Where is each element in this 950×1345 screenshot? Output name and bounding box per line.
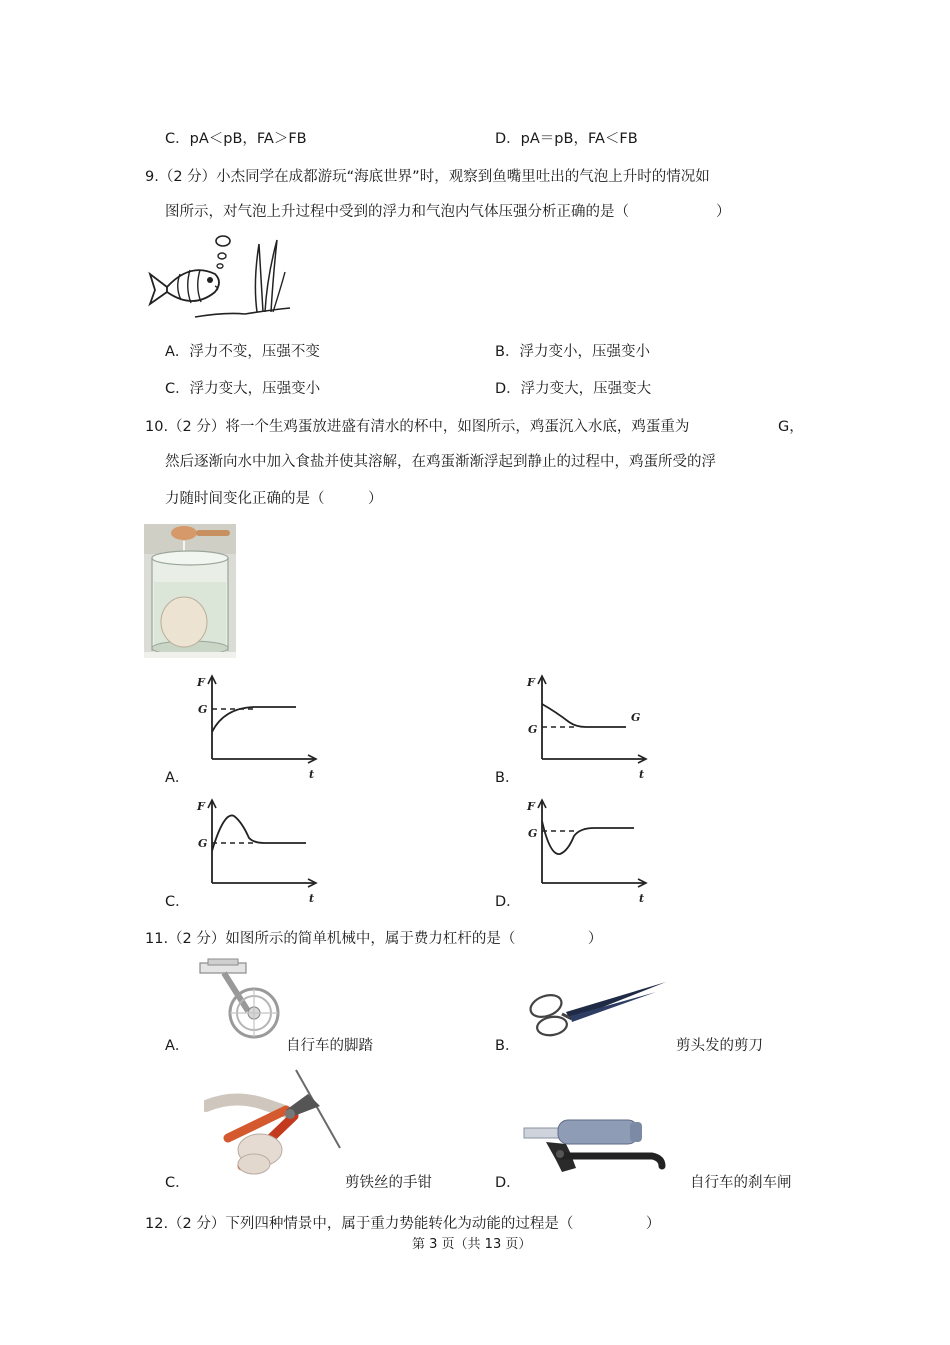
graph-b-g-label-right: G bbox=[631, 711, 641, 724]
graph-d-t-label: t bbox=[639, 892, 645, 905]
graph-b-g-label: G bbox=[528, 723, 538, 736]
q10-option-c: C． bbox=[165, 894, 190, 910]
q11-caption-d: 自行车的刹车闸 bbox=[690, 1175, 792, 1191]
hair-scissors-figure bbox=[526, 978, 668, 1042]
q11-caption-b: 剪头发的剪刀 bbox=[676, 1038, 763, 1054]
q9-option-c: C．浮力变大，压强变小 bbox=[165, 381, 321, 397]
q8-option-c: C．pA＜pB，FA＞FB bbox=[165, 131, 307, 147]
graph-d-g-label: G bbox=[528, 827, 538, 840]
q11-option-d: D． bbox=[495, 1175, 521, 1191]
q12-stem-line1: 12.（2 分）下列四种情景中，属于重力势能转化为动能的过程是（ ） bbox=[145, 1216, 661, 1232]
graph-a-g-label: G bbox=[198, 703, 208, 716]
page-footer: 第 3 页（共 13 页） bbox=[412, 1237, 532, 1252]
q9-option-d: D．浮力变大，压强变大 bbox=[495, 381, 652, 397]
egg-in-glass-photo bbox=[144, 524, 236, 658]
q10-stem-line2: 然后逐渐向水中加入食盐并使其溶解，在鸡蛋渐渐浮起到静止的过程中，鸡蛋所受的浮 bbox=[165, 454, 716, 470]
graph-a-f-label: F bbox=[197, 676, 205, 689]
graph-b-f-label: F bbox=[527, 676, 535, 689]
graph-c-g-label: G bbox=[198, 837, 208, 850]
q10-option-d: D． bbox=[495, 894, 521, 910]
q11-option-c: C． bbox=[165, 1175, 190, 1191]
q11-caption-a: 自行车的脚踏 bbox=[286, 1038, 373, 1054]
q11-option-a: A． bbox=[165, 1038, 190, 1054]
graph-c-f-label: F bbox=[197, 800, 205, 813]
graph-a bbox=[194, 672, 324, 782]
q11-option-b: B． bbox=[495, 1038, 520, 1054]
q9-option-a: A．浮力不变，压强不变 bbox=[165, 344, 320, 360]
q11-stem-line1: 11.（2 分）如图所示的简单机械中，属于费力杠杆的是（ ） bbox=[145, 931, 603, 947]
q10-option-a: A． bbox=[165, 770, 190, 786]
q9-stem-line2: 图所示，对气泡上升过程中受到的浮力和气泡内气体压强分析正确的是（ ） bbox=[165, 204, 731, 220]
graph-b-t-label: t bbox=[639, 768, 645, 781]
fish-bubbles-figure bbox=[145, 232, 295, 324]
graph-c bbox=[194, 796, 324, 906]
graph-b bbox=[524, 672, 654, 782]
graph-c-t-label: t bbox=[309, 892, 315, 905]
q9-stem-line1: 9.（2 分）小杰同学在成都游玩“海底世界”时，观察到鱼嘴里吐出的气泡上升时的情况如 bbox=[145, 169, 710, 185]
q10-option-b: B． bbox=[495, 770, 520, 786]
q9-option-b: B．浮力变小，压强变小 bbox=[495, 344, 650, 360]
q8-option-d: D．pA＝pB，FA＜FB bbox=[495, 131, 638, 147]
q11-caption-c: 剪铁丝的手钳 bbox=[345, 1175, 432, 1191]
q10-stem-line1: 10.（2 分）将一个生鸡蛋放进盛有清水的杯中，如图所示，鸡蛋沉入水底，鸡蛋重为 bbox=[145, 419, 690, 435]
wire-pliers-figure bbox=[204, 1068, 344, 1186]
bicycle-brake-lever-figure bbox=[522, 1112, 672, 1182]
graph-a-t-label: t bbox=[309, 768, 315, 781]
graph-d bbox=[524, 796, 654, 906]
graph-d-f-label: F bbox=[527, 800, 535, 813]
q10-stem-line3: 力随时间变化正确的是（ ） bbox=[165, 491, 383, 507]
q10-stem-line1-g: G， bbox=[778, 419, 804, 435]
bicycle-pedal-figure bbox=[196, 955, 312, 1041]
